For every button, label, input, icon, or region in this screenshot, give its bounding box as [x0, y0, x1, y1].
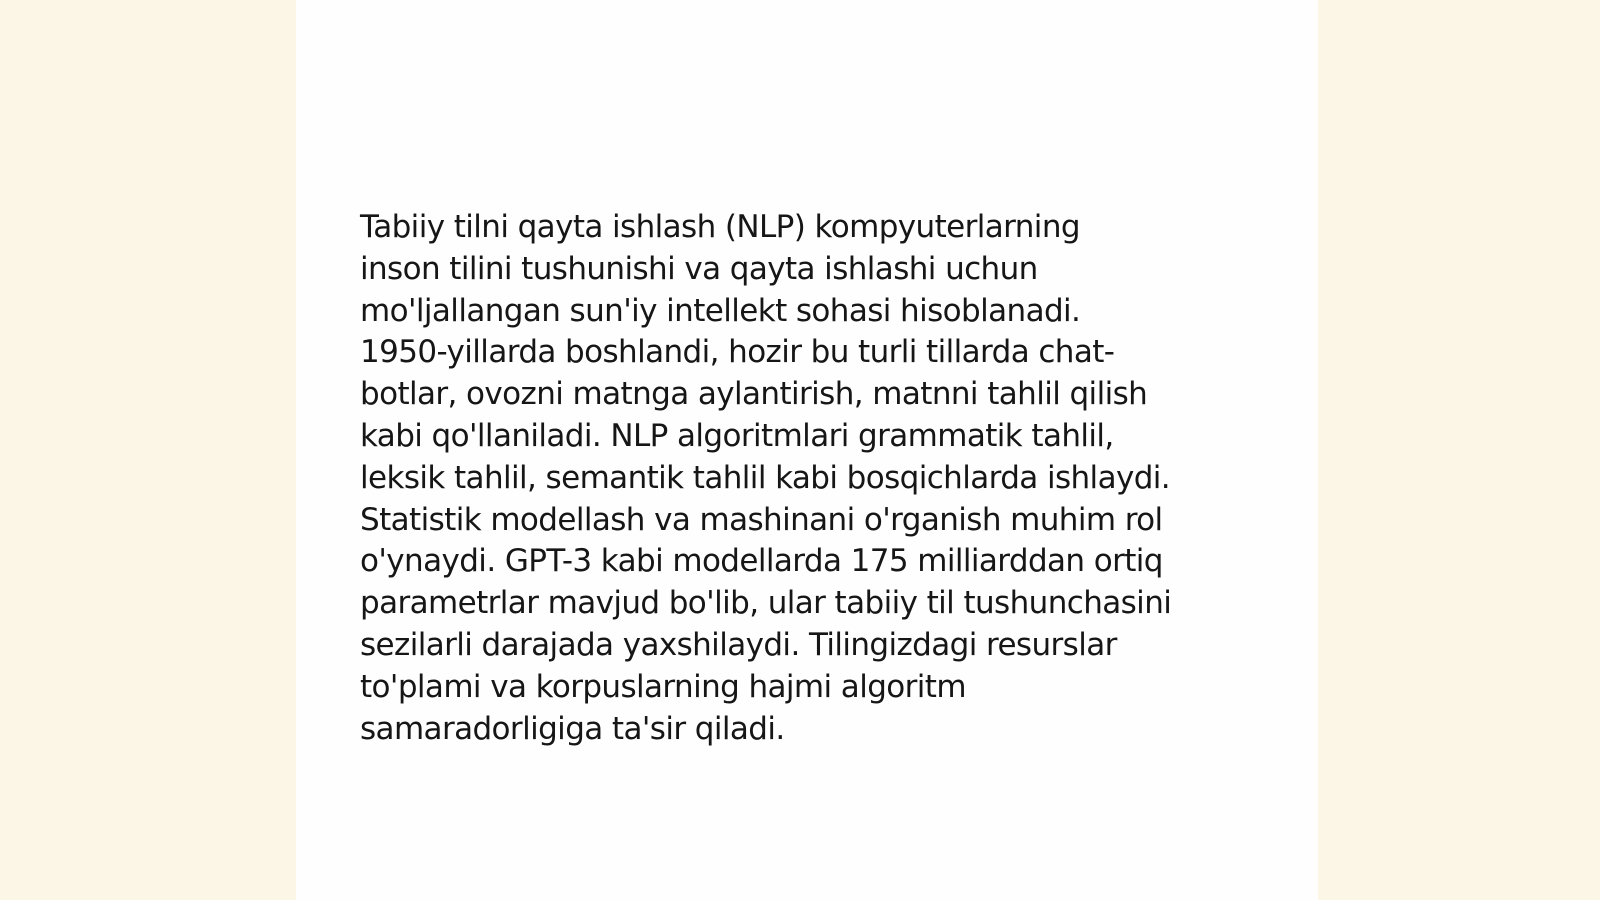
body-paragraph [360, 207, 1260, 750]
text-line: to'plami va korpuslarning hajmi algoritm [360, 668, 966, 705]
text-line: 1950-yillarda boshlandi, hozir bu turli tillarda chat- [360, 334, 1115, 371]
text-line: parametrlar mavjud bo'lib, ular tabiiy til tushunchasini [360, 585, 1172, 622]
text-line: sezilarli darajada yaxshilaydi. Tilingizdagi resurslar [360, 626, 1117, 663]
right-margin [1318, 0, 1600, 900]
text-line: samaradorligiga ta'sir qiladi. [360, 710, 785, 747]
text-line: Statistik modellash va mashinani o'rganish muhim rol [360, 501, 1163, 538]
text-line: leksik tahlil, semantik tahlil kabi bosqichlarda ishlaydi. [360, 459, 1171, 496]
text-line: mo'ljallangan sun'iy intellekt sohasi hisoblanadi. [360, 292, 1081, 329]
text-line: botlar, ovozni matnga aylantirish, matnni tahlil qilish [360, 376, 1148, 413]
text-line: inson tilini tushunishi va qayta ishlashi uchun [360, 250, 1038, 287]
left-margin [0, 0, 296, 900]
text-line: kabi qo'llaniladi. NLP algoritmlari grammatik tahlil, [360, 417, 1114, 454]
text-line: o'ynaydi. GPT-3 kabi modellarda 175 milliarddan ortiq [360, 543, 1163, 580]
text-line: Tabiiy tilni qayta ishlash (NLP) kompyuterlarning [360, 209, 1080, 245]
